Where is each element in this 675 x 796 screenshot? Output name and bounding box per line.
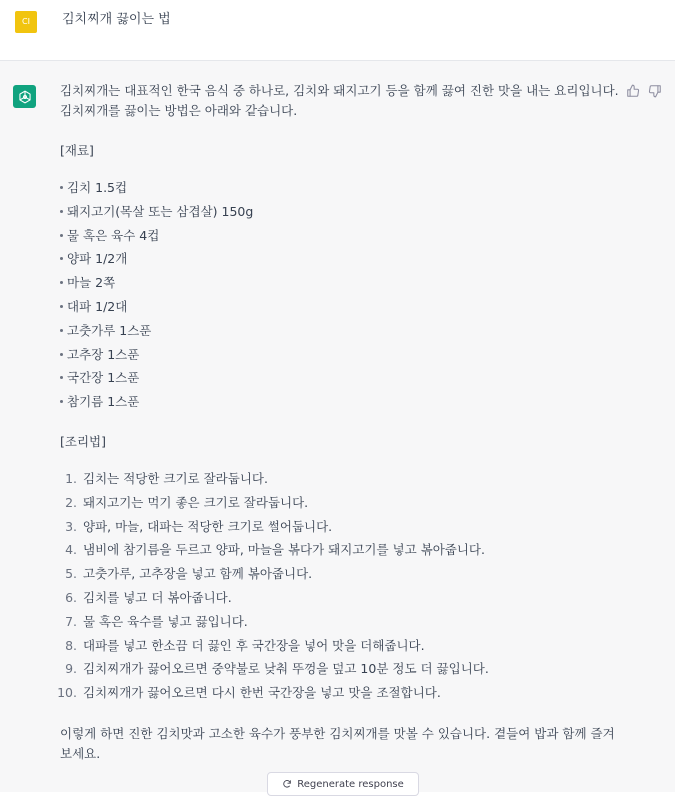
ingredient-item: 물 혹은 육수 4컵 [60, 224, 620, 248]
step-number: 10. [57, 685, 77, 701]
step-item [60, 515, 620, 539]
steps-list [57, 467, 620, 705]
regenerate-response-button[interactable] [267, 772, 419, 796]
step-number: 9. [65, 661, 77, 677]
thumbs-down-icon[interactable] [648, 83, 662, 97]
ingredient-item: 양파 1/2개 [60, 247, 620, 271]
step-item [60, 467, 620, 491]
step-number: 4. [65, 542, 77, 558]
outro-paragraph: 이렇게 하면 진한 김치맛과 고소한 육수가 풍부한 김치찌개를 맛볼 수 있습니다. 곁들여 밥과 함께 즐겨보세요. [60, 725, 615, 761]
step-text: 김치찌개가 끓어오르면 중약불로 낮춰 뚜껑을 덮고 10분 정도 더 끓입니다. [83, 661, 489, 677]
step-item [60, 538, 620, 562]
step-number: 8. [65, 637, 77, 653]
user-avatar: CI [15, 11, 37, 33]
step-number: 6. [65, 589, 77, 605]
step-text: 고춧가루, 고추장을 넣고 함께 볶아줍니다. [83, 566, 313, 582]
step-item [57, 681, 620, 705]
ingredient-item: 참기름 1스푼 [60, 390, 620, 414]
step-number: 5. [65, 566, 77, 582]
step-text: 대파를 넣고 한소끔 더 끓인 후 국간장을 넣어 맛을 더해줍니다. [83, 637, 425, 653]
regenerate-label: Regenerate response [297, 778, 404, 790]
step-text: 물 혹은 육수를 넣고 끓입니다. [83, 613, 248, 629]
step-text: 양파, 마늘, 대파는 적당한 크기로 썰어둡니다. [83, 518, 333, 534]
ingredient-item: 고추장 1스푼 [60, 343, 620, 367]
ingredient-item: 대파 1/2대 [60, 295, 620, 319]
step-text: 김치를 넣고 더 볶아줍니다. [83, 589, 232, 605]
ingredient-item: 국간장 1스푼 [60, 366, 620, 390]
step-number: 3. [65, 518, 77, 534]
step-text: 돼지고기는 먹기 좋은 크기로 잘라둡니다. [83, 494, 309, 510]
feedback-buttons [626, 83, 662, 97]
step-text: 냄비에 참기름을 두르고 양파, 마늘을 볶다가 돼지고기를 넣고 볶아줍니다. [83, 542, 485, 558]
assistant-message-row [0, 61, 675, 792]
ingredient-item: 김치 1.5컵 [60, 176, 620, 200]
openai-logo-icon [13, 85, 36, 108]
step-text: 김치찌개가 끓어오르면 다시 한번 국간장을 넣고 맛을 조절합니다. [83, 685, 441, 701]
step-item [60, 657, 620, 681]
step-item [60, 586, 620, 610]
intro-paragraph: 김치찌개는 대표적인 한국 음식 중 하나로, 김치와 돼지고기 등을 함께 끓여 진한 맛을 내는 요리입니다. 김치찌개를 끓이는 방법은 아래와 같습니다. [60, 83, 619, 118]
step-number: 2. [65, 494, 77, 510]
ingredient-item: 마늘 2쪽 [60, 271, 620, 295]
user-message-text: 김치찌개 끓이는 법 [62, 12, 171, 27]
refresh-icon [282, 779, 292, 789]
step-item [60, 491, 620, 515]
step-text: 김치는 적당한 크기로 잘라둡니다. [83, 470, 268, 486]
ingredient-item: 돼지고기(목살 또는 삼겹살) 150g [60, 200, 620, 224]
step-item [60, 634, 620, 658]
steps-title: [조리법] [60, 433, 106, 449]
step-item [60, 562, 620, 586]
user-message-row [0, 0, 675, 61]
step-number: 1. [65, 470, 77, 486]
ingredients-list [60, 176, 620, 414]
ingredients-title: [재료] [60, 143, 94, 158]
ingredient-item: 고춧가루 1스푼 [60, 319, 620, 343]
thumbs-up-icon[interactable] [626, 83, 640, 97]
assistant-message-content [57, 81, 620, 764]
step-item [60, 610, 620, 634]
step-number: 7. [65, 613, 77, 629]
